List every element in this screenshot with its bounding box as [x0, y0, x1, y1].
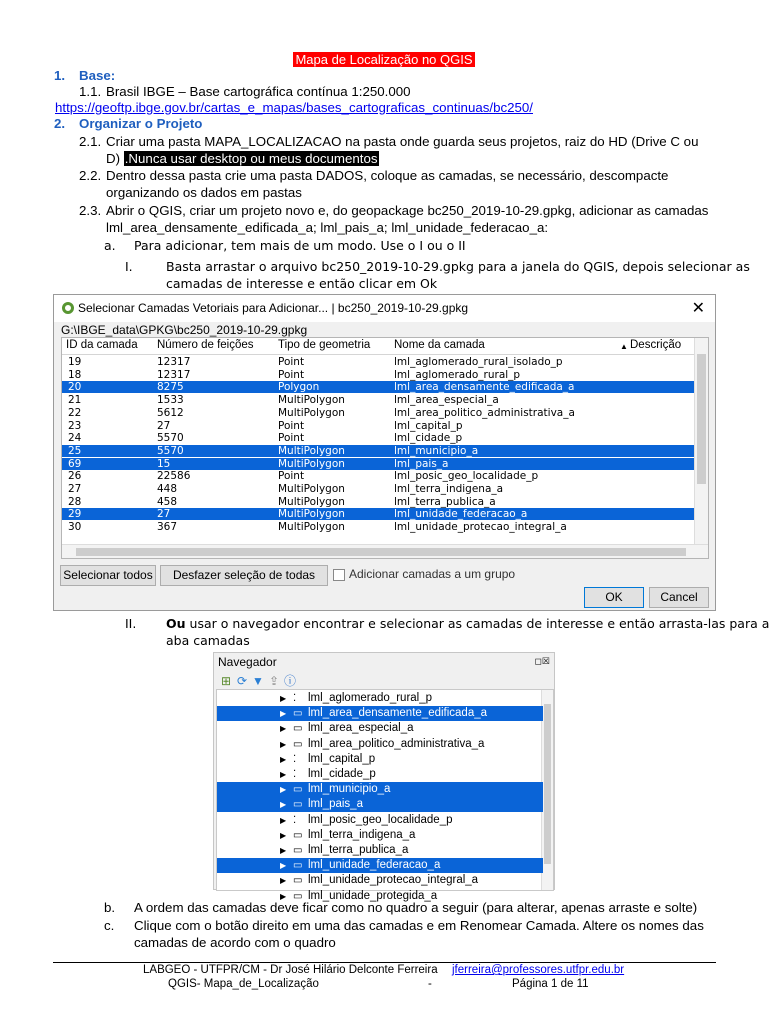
col-layer-name[interactable]: Nome da camada	[394, 339, 485, 351]
expand-arrow-icon[interactable]: ▶	[280, 739, 287, 749]
dialog-title: Selecionar Camadas Vetoriais para Adicionar... | bc250_2019-10-29.gpkg	[78, 301, 469, 315]
cell-name: lml_cidade_p	[394, 432, 463, 445]
dialog-titlebar	[54, 295, 715, 322]
col-feature-count[interactable]: Número de feições	[157, 339, 254, 351]
expand-arrow-icon[interactable]: ▶	[280, 724, 287, 734]
cell-id: 19	[68, 356, 82, 368]
navigator-toolbar	[218, 672, 298, 689]
document-title: Mapa de Localização no QGIS	[295, 52, 473, 67]
item-c-line2: camadas de acordo com o quadro	[134, 935, 336, 950]
expand-arrow-icon[interactable]: ▶	[280, 876, 287, 886]
item-I-line1: Basta arrastar o arquivo bc250_2019-10-29.gpkg para a janela do QGIS, depois selecionar as	[166, 259, 750, 274]
table-row[interactable]	[62, 369, 694, 381]
cell-count: 27	[157, 508, 171, 521]
cell-name: lml_capital_p	[394, 419, 463, 432]
cell-name: lml_pais_a	[394, 457, 449, 470]
gpkg-path: G:\IBGE_data\GPKG\bc250_2019-10-29.gpkg	[61, 323, 308, 337]
polygon-layer-icon: ▭	[293, 784, 303, 796]
panel-controls[interactable]: ◻☒	[534, 656, 550, 666]
table-row[interactable]	[62, 394, 694, 406]
cell-name: lml_area_especial_a	[394, 394, 499, 407]
expand-arrow-icon[interactable]: ▶	[280, 891, 287, 901]
cell-name: lml_aglomerado_rural_isolado_p	[394, 356, 563, 368]
cell-id: 20	[68, 381, 82, 394]
collapse-icon[interactable]: ⇪	[268, 674, 280, 688]
table-row[interactable]	[62, 470, 694, 482]
navigator-item-label: lml_area_politico_administrativa_a	[308, 737, 485, 750]
expand-arrow-icon[interactable]: ▶	[280, 694, 287, 703]
table-row[interactable]	[62, 508, 694, 520]
cell-geom: MultiPolygon	[278, 394, 345, 407]
navigator-item[interactable]	[217, 721, 543, 736]
cell-id: 18	[68, 368, 82, 381]
ibge-link[interactable]: https://geoftp.ibge.gov.br/cartas_e_mapas/bases_cartograficas_continuas/bc250/	[55, 100, 533, 115]
cell-id: 29	[68, 508, 82, 521]
cell-id: 21	[68, 394, 82, 407]
item-2-3-line1: Abrir o QGIS, criar um projeto novo e, do geopackage bc250_2019-10-29.gpkg, adicionar as camadas	[106, 203, 709, 218]
table-row[interactable]	[62, 432, 694, 444]
cell-id: 69	[68, 457, 82, 470]
navigator-item[interactable]	[217, 873, 543, 888]
navigator-item-label: lml_cidade_p	[308, 768, 376, 780]
cell-geom: MultiPolygon	[278, 495, 345, 508]
table-vertical-scrollbar[interactable]	[694, 338, 708, 544]
ok-button[interactable]: OK	[584, 587, 644, 608]
undo-selection-button[interactable]: Desfazer seleção de todas	[160, 565, 328, 586]
item-1-1-number: 1.1.	[79, 84, 102, 99]
navigator-item[interactable]	[217, 828, 543, 843]
layers-table	[61, 337, 709, 559]
item-b-text: A ordem das camadas deve ficar como no quadro a seguir (para alterar, apenas arraste e solte)	[134, 900, 698, 915]
cell-geom: Point	[278, 419, 305, 432]
item-II-line2: aba camadas	[166, 633, 250, 648]
cell-count: 1533	[157, 394, 184, 407]
navigator-panel	[213, 652, 555, 902]
navigator-item[interactable]	[217, 691, 543, 706]
footer-page-number: Página 1 de 11	[512, 978, 589, 990]
item-2-2-line2: organizando os dados em pastas	[106, 185, 302, 200]
expand-arrow-icon[interactable]: ▶	[280, 846, 287, 855]
cell-count: 8275	[157, 381, 184, 394]
navigator-item-label: lml_area_densamente_edificada_a	[308, 707, 488, 720]
cancel-button[interactable]: Cancel	[649, 587, 709, 608]
close-icon[interactable]: ✕	[691, 300, 705, 317]
cell-count: 5612	[157, 406, 184, 419]
scroll-thumb[interactable]	[697, 354, 706, 484]
polygon-layer-icon: ▭	[293, 723, 303, 735]
col-description[interactable]: Descrição	[630, 339, 682, 351]
scroll-thumb[interactable]	[544, 704, 551, 864]
expand-arrow-icon[interactable]: ▶	[280, 785, 287, 795]
section-2-label: Organizar o Projeto	[79, 116, 203, 131]
navigator-item-label: lml_unidade_protegida_a	[308, 889, 438, 902]
navigator-item-label: lml_terra_indigena_a	[308, 828, 416, 841]
table-header	[62, 338, 708, 355]
item-I-line2: camadas de interesse e então clicar em Ok	[166, 276, 438, 291]
cell-name: lml_unidade_federacao_a	[394, 508, 528, 521]
cell-count: 367	[157, 521, 178, 534]
cell-count: 15	[157, 457, 171, 470]
cell-geom: MultiPolygon	[278, 508, 345, 521]
table-row[interactable]	[62, 381, 694, 393]
navigator-item-label: lml_area_especial_a	[308, 722, 414, 735]
cell-id: 26	[68, 470, 82, 483]
item-2-2-line1: Dentro dessa pasta crie uma pasta DADOS, coloque as camadas, se necessário, descompacte	[106, 168, 669, 183]
item-b-number: b.	[104, 900, 116, 915]
navigator-tree	[216, 689, 554, 902]
cell-geom: Point	[278, 356, 305, 368]
item-2-1-line1: Criar uma pasta MAPA_LOCALIZACAO na pasta onde guarda seus projetos, raiz do HD (Drive C ou	[106, 134, 699, 149]
polygon-layer-icon: ▭	[293, 799, 303, 811]
item-2-3-number: 2.3.	[79, 203, 102, 218]
item-2-1-number: 2.1.	[79, 134, 102, 149]
cell-geom: Point	[278, 432, 305, 445]
cell-geom: MultiPolygon	[278, 444, 345, 457]
cell-geom: Polygon	[278, 381, 320, 394]
item-2-2-number: 2.2.	[79, 168, 102, 183]
expand-arrow-icon[interactable]: ▶	[280, 709, 287, 719]
item-II-number: II.	[125, 616, 137, 631]
cell-name: lml_posic_geo_localidade_p	[394, 470, 539, 483]
footer-email-link[interactable]: jferreira@professores.utfpr.edu.br	[452, 964, 625, 976]
polygon-layer-icon: ▭	[293, 860, 303, 872]
cell-count: 458	[157, 495, 178, 508]
polygon-layer-icon: ▭	[293, 845, 303, 856]
col-id[interactable]: ID da camada	[66, 339, 138, 351]
scroll-thumb[interactable]	[76, 548, 686, 556]
cell-count: 22586	[157, 470, 191, 483]
expand-arrow-icon[interactable]: ▶	[280, 770, 287, 779]
cell-geom: MultiPolygon	[278, 521, 345, 534]
point-layer-icon: ⁚	[293, 753, 297, 765]
item-I-number: I.	[125, 259, 133, 274]
cell-id: 23	[68, 419, 82, 432]
footer-author: LABGEO - UTFPR/CM - Dr José Hilário Delconte Ferreira	[143, 964, 438, 976]
cell-count: 12317	[157, 356, 191, 368]
item-a-text: Para adicionar, tem mais de um modo. Use o I ou o II	[134, 238, 466, 253]
navigator-item-label: lml_terra_publica_a	[308, 844, 409, 856]
qgis-icon	[62, 302, 74, 314]
table-row[interactable]	[62, 445, 694, 457]
add-layer-icon[interactable]: ⊞	[220, 674, 232, 688]
info-icon[interactable]: ⓘ	[283, 674, 296, 688]
cell-name: lml_area_densamente_edificada_a	[394, 381, 575, 394]
select-all-button[interactable]: Selecionar todos	[60, 565, 156, 586]
navigator-item[interactable]	[217, 767, 543, 782]
table-row[interactable]	[62, 521, 694, 533]
item-2-1-line2: D) .Nunca usar desktop ou meus documentos	[106, 151, 378, 166]
expand-arrow-icon[interactable]: ▶	[280, 754, 287, 764]
point-layer-icon: ⁚	[293, 814, 297, 826]
expand-arrow-icon[interactable]: ▶	[280, 815, 287, 825]
polygon-layer-icon: ▭	[293, 708, 303, 720]
col-geometry[interactable]: Tipo de geometria	[278, 339, 371, 351]
cell-name: lml_aglomerado_rural_p	[394, 368, 521, 381]
cell-id: 25	[68, 444, 82, 457]
navigator-item-label: lml_capital_p	[308, 752, 376, 765]
cell-name: lml_terra_indigena_a	[394, 483, 504, 495]
table-row[interactable]	[62, 356, 694, 368]
table-horizontal-scrollbar[interactable]	[62, 544, 708, 558]
expand-arrow-icon[interactable]: ▶	[280, 800, 287, 810]
item-1-1-text: Brasil IBGE – Base cartográfica contínua 1:250.000	[106, 84, 411, 99]
cell-geom: MultiPolygon	[278, 406, 345, 419]
navigator-item[interactable]	[217, 813, 543, 828]
add-to-group-checkbox[interactable]	[333, 569, 345, 581]
navigator-item[interactable]	[217, 782, 543, 797]
cell-geom: Point	[278, 470, 305, 483]
cell-count: 448	[157, 483, 178, 495]
polygon-layer-icon: ▭	[293, 890, 303, 902]
footer-doc-name: QGIS- Mapa_de_Localização	[168, 978, 319, 990]
refresh-icon[interactable]: ⟳	[236, 674, 248, 688]
navigator-item-label: lml_aglomerado_rural_p	[308, 692, 433, 704]
cell-count: 5570	[157, 444, 184, 457]
expand-arrow-icon[interactable]: ▶	[280, 830, 287, 840]
cell-id: 30	[68, 521, 82, 534]
section-1-number: 1.	[54, 68, 66, 83]
item-c-line1: Clique com o botão direito em uma das camadas e em Renomear Camada. Altere os nomes das	[134, 918, 704, 933]
cell-name: lml_unidade_protecao_integral_a	[394, 521, 567, 534]
expand-arrow-icon[interactable]: ▶	[280, 861, 287, 871]
table-row[interactable]	[62, 458, 694, 470]
cell-id: 27	[68, 483, 82, 495]
cell-id: 28	[68, 495, 82, 508]
item-2-3-line2: lml_area_densamente_edificada_a; lml_pais_a; lml_unidade_federacao_a:	[106, 220, 549, 235]
polygon-layer-icon: ▭	[293, 738, 303, 750]
item-c-number: c.	[104, 918, 115, 933]
cell-count: 27	[157, 419, 171, 432]
navigator-title: Navegador	[218, 655, 277, 669]
filter-icon[interactable]: ▼	[252, 674, 264, 688]
select-layers-dialog	[53, 294, 716, 611]
navigator-item[interactable]	[217, 752, 543, 767]
navigator-item[interactable]	[217, 737, 543, 752]
sort-up-icon: ▲	[620, 342, 628, 351]
footer-dash: -	[428, 978, 432, 990]
navigator-item-label: lml_municipio_a	[308, 783, 391, 796]
cell-name: lml_terra_publica_a	[394, 495, 496, 508]
cell-name: lml_area_politico_administrativa_a	[394, 406, 575, 419]
navigator-item-label: lml_unidade_protecao_integral_a	[308, 874, 479, 887]
point-layer-icon: ⁚	[293, 693, 297, 704]
point-layer-icon: ⁚	[293, 769, 297, 780]
cell-count: 5570	[157, 432, 184, 445]
item-a-number: a.	[104, 238, 116, 253]
navigator-item-label: lml_posic_geo_localidade_p	[308, 813, 453, 826]
cell-name: lml_municipio_a	[394, 444, 479, 457]
table-row[interactable]	[62, 496, 694, 508]
table-row[interactable]	[62, 407, 694, 419]
footer-divider	[53, 962, 716, 963]
navigator-item[interactable]	[217, 797, 543, 812]
cell-count: 12317	[157, 368, 191, 381]
cell-geom: Point	[278, 368, 305, 381]
navigator-item[interactable]	[217, 706, 543, 721]
navigator-item[interactable]	[217, 858, 543, 873]
cell-geom: MultiPolygon	[278, 483, 345, 495]
section-1-label: Base:	[79, 68, 116, 83]
cell-id: 24	[68, 432, 82, 445]
cell-geom: MultiPolygon	[278, 457, 345, 470]
table-row[interactable]	[62, 483, 694, 495]
add-to-group-label: Adicionar camadas a um grupo	[349, 567, 516, 581]
section-2-number: 2.	[54, 116, 66, 131]
navigator-item-label: lml_pais_a	[308, 798, 363, 811]
cell-id: 22	[68, 406, 82, 419]
item-II-line1: Ou usar o navegador encontrar e selecionar as camadas de interesse e então arrasta-las para a	[166, 616, 769, 631]
warning-highlight: .Nunca usar desktop ou meus documentos	[124, 151, 378, 166]
navigator-item[interactable]	[217, 843, 543, 858]
table-row[interactable]	[62, 420, 694, 432]
polygon-layer-icon: ▭	[293, 875, 303, 887]
polygon-layer-icon: ▭	[293, 829, 303, 841]
navigator-item-label: lml_unidade_federacao_a	[308, 859, 441, 872]
